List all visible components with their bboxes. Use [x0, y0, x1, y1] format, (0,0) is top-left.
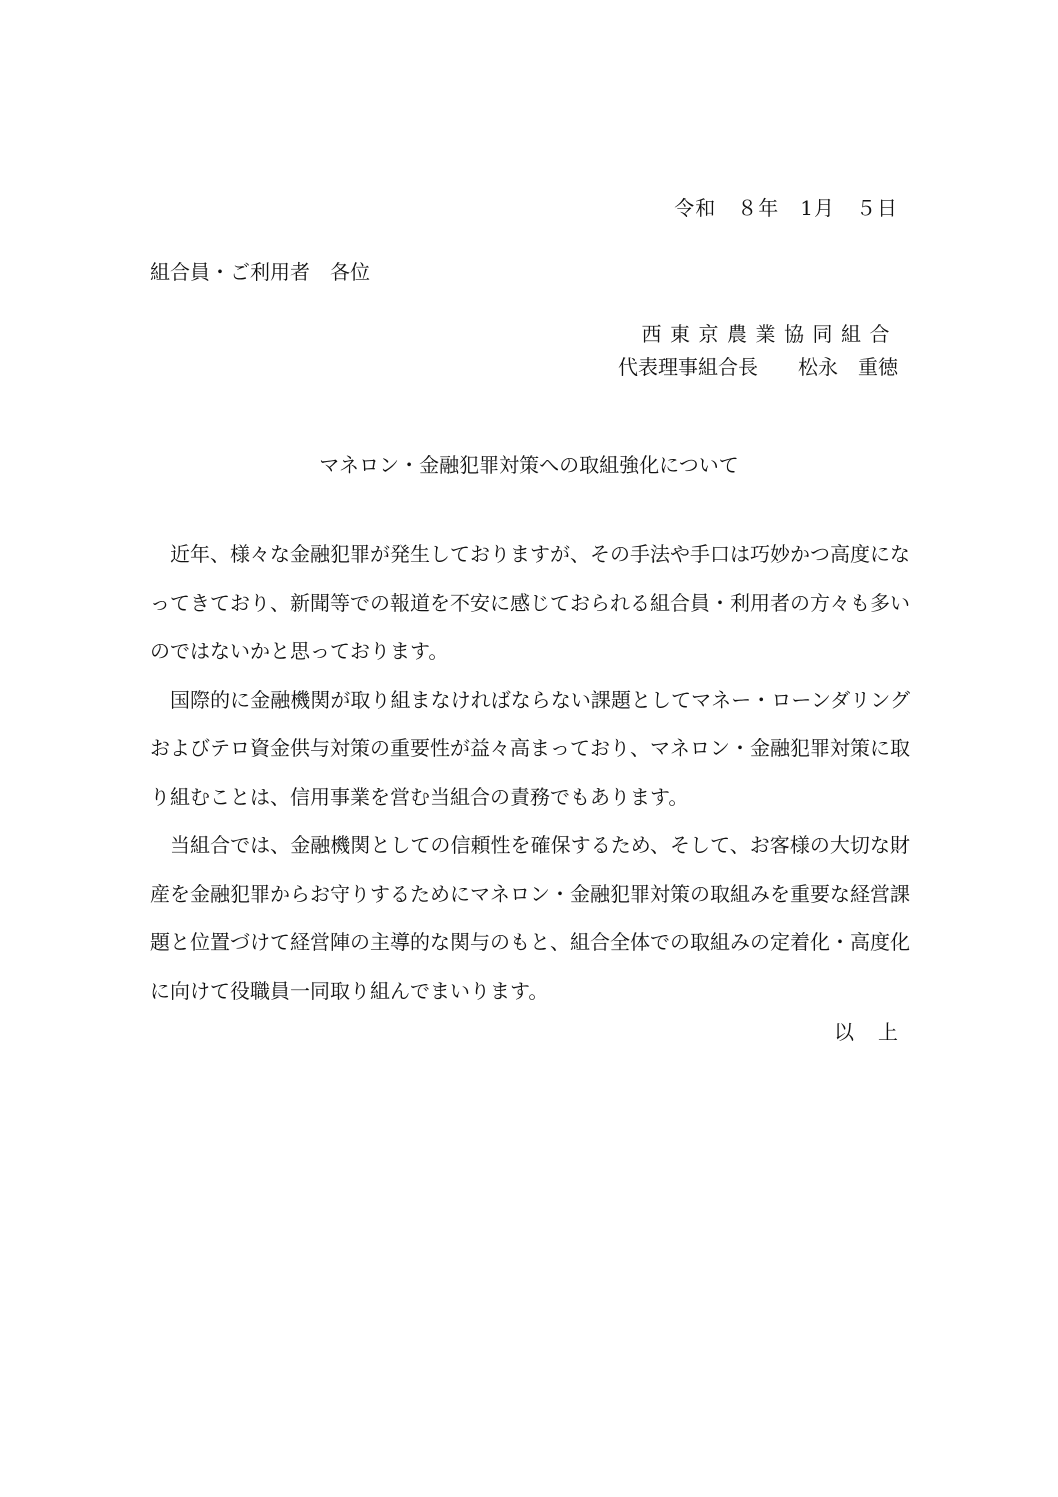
body-paragraph: 近年、様々な金融犯罪が発生しておりますが、その手法や手口は巧妙かつ高度になってきており、新聞等での報道を不安に感じておられる組合員・利用者の方々も多いのではないかと思っております。	[150, 542, 910, 663]
document-body	[150, 530, 910, 1015]
closing-mark: 以 上	[834, 1020, 900, 1044]
body-paragraph: 国際的に金融機関が取り組まなければならない課題としてマネー・ローンダリングおよびテロ資金供与対策の重要性が益々高まっており、マネロン・金融犯罪対策に取り組むことは、信用事業を営む当組合の責務でもあります。	[150, 687, 910, 809]
body-paragraph: 当組合では、金融機関としての信頼性を確保するため、そして、お客様の大切な財産を金融犯罪からお守りするためにマネロン・金融犯罪対策の取組みを重要な経営課題と位置づけて経営陣の主導的な関与のもと、組合全体での取組みの定着化・高度化に向けて役職員一同取り組んでまいります。	[150, 833, 910, 1003]
sender-organization: 西東京農業協同組合	[641, 322, 898, 346]
sender-representative: 代表理事組合長 松永 重徳	[618, 355, 898, 379]
document-title: マネロン・金融犯罪対策への取組強化について	[319, 453, 739, 477]
document-date: 令和 ８年 1月 ５日	[674, 196, 898, 220]
recipient-line: 組合員・ご利用者 各位	[150, 260, 370, 284]
